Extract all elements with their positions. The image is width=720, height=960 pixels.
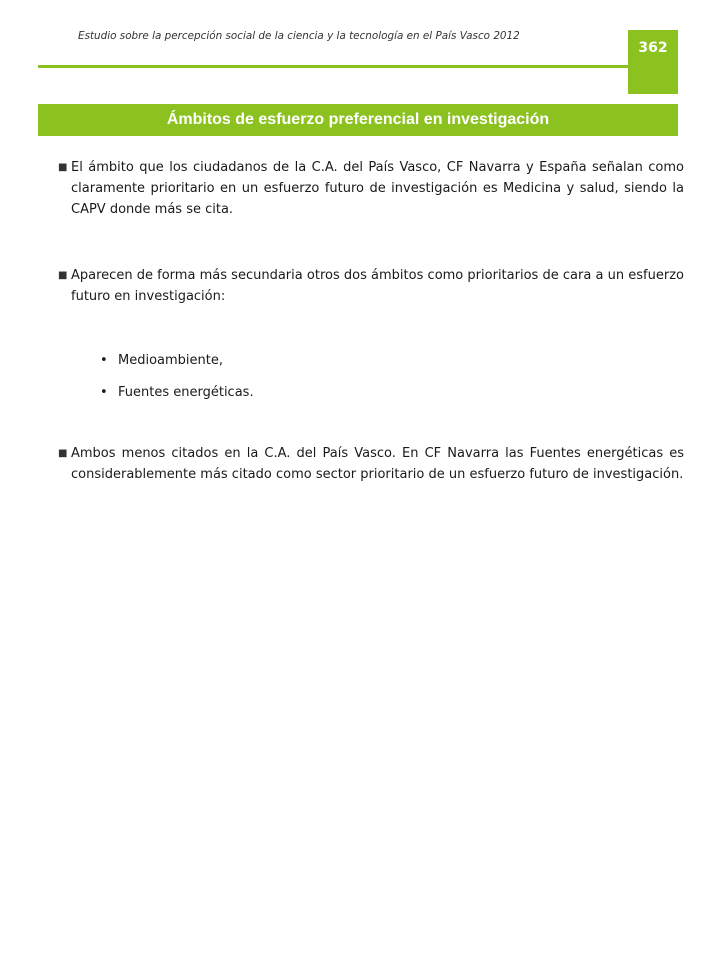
paragraph-text: Ambos menos citados en la C.A. del País Vasco. En CF Navarra las Fuentes energéticas es considerablemente más citado como sector prioritario de un esfuerzo futuro de investigación. bbox=[71, 446, 684, 482]
paragraph-ambos bbox=[58, 443, 684, 485]
paragraph-medicina bbox=[58, 157, 684, 220]
header-divider bbox=[38, 65, 628, 68]
paragraph-text: Aparecen de forma más secundaria otros dos ámbitos como prioritarios de cara a un esfuerzo futuro en investigación: bbox=[71, 268, 684, 304]
paragraph-text: El ámbito que los ciudadanos de la C.A. del País Vasco, CF Navarra y España señalan como claramente prioritario en un esfuerzo futuro de investigación es Medicina y salud, siendo la CAPV donde más se cita. bbox=[71, 160, 684, 217]
square-bullet-icon: ■ bbox=[58, 448, 68, 459]
square-bullet-icon: ■ bbox=[58, 162, 68, 173]
list-item-text: Fuentes energéticas. bbox=[118, 385, 254, 400]
square-bullet-icon: ■ bbox=[58, 270, 68, 281]
page-number-box bbox=[628, 30, 678, 94]
page-number: 362 bbox=[638, 40, 668, 56]
paragraph-secundarios bbox=[58, 265, 684, 307]
section-banner bbox=[38, 104, 678, 136]
running-header: Estudio sobre la percepción social de la ciencia y la tecnología en el País Vasco 2012 bbox=[78, 30, 520, 42]
list-item-medioambiente bbox=[100, 350, 223, 371]
bullet-icon: • bbox=[100, 385, 108, 400]
bullet-icon: • bbox=[100, 353, 108, 368]
list-item-fuentes-energeticas bbox=[100, 382, 254, 403]
section-title: Ámbitos de esfuerzo preferencial en investigación bbox=[166, 111, 550, 128]
list-item-text: Medioambiente, bbox=[118, 353, 223, 368]
